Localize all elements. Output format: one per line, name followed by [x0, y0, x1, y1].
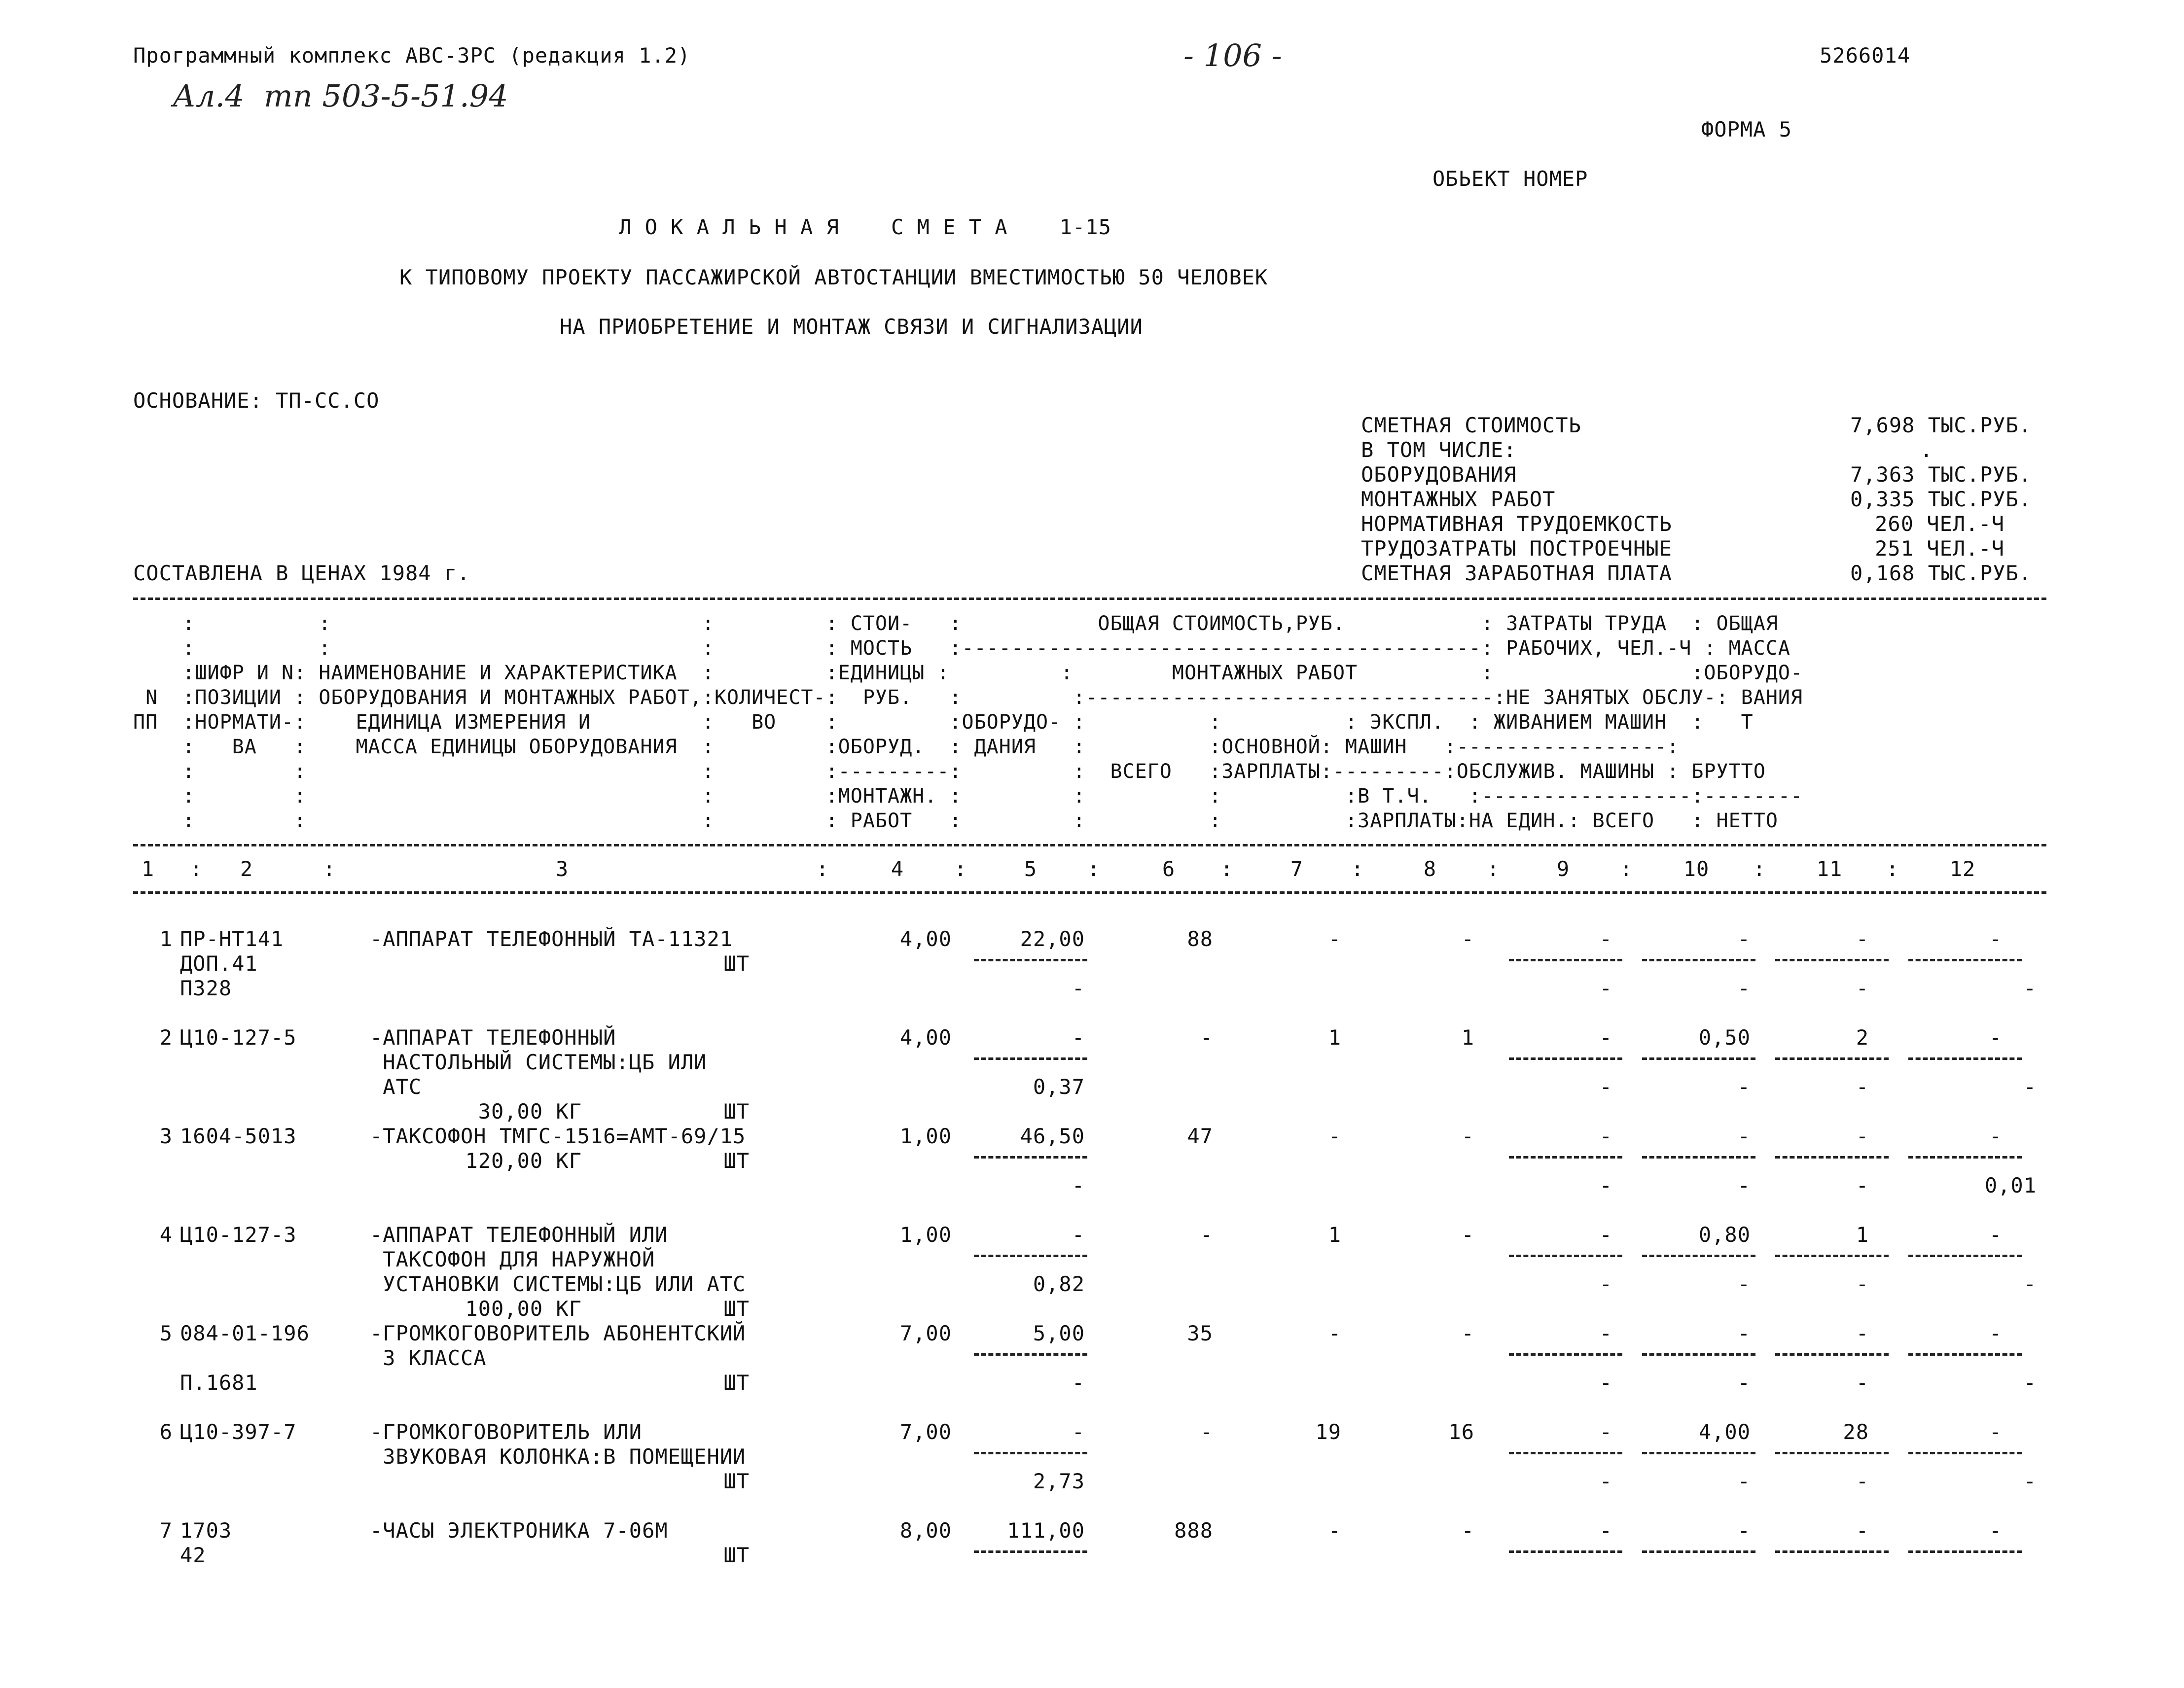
row-mass-netto: 0,01: [1984, 1173, 2037, 1197]
row-price-mounting: 2,73: [1033, 1469, 1085, 1493]
cell-divider: [1775, 1057, 1889, 1060]
cell-divider: [1775, 1452, 1889, 1454]
row-code: 1604-5013: [180, 1124, 297, 1148]
row-unit: ШТ: [723, 1543, 750, 1567]
column-number: 3: [555, 857, 569, 881]
summary-value: 7,363 ТЫС.РУБ.: [1850, 462, 2032, 487]
column-number: 5: [1024, 857, 1038, 881]
row-equipment-cost: -: [1200, 1420, 1213, 1444]
row-code: ПР-НТ141: [180, 927, 284, 951]
row-labor-per-unit: 0,50: [1698, 1025, 1751, 1050]
row-base-wage: -: [1461, 1223, 1474, 1247]
summary-block: [1361, 413, 2032, 591]
header-line: :ШИФР И N: НАИМЕНОВАНИЕ И ХАРАКТЕРИСТИКА : :ЕДИНИЦЫ : : МОНТАЖНЫХ РАБОТ : :ОБОРУДО-: [133, 662, 1803, 684]
row-name: -АППАРАТ ТЕЛЕФОННЫЙ ТА-11321: [370, 927, 733, 951]
cell-divider: [1642, 1550, 1755, 1553]
row-mass-netto: -: [2023, 1469, 2037, 1493]
row-labor-total: -: [1856, 1124, 1869, 1148]
column-number: 9: [1556, 857, 1570, 881]
header-line: : : : : СТОИ- : ОБЩАЯ СТОИМОСТЬ,РУБ. : ЗАТРАТЫ ТРУДА : ОБЩАЯ: [133, 612, 1778, 635]
row-mount-total: 1: [1328, 1025, 1341, 1050]
row-mass-netto: -: [2023, 976, 2037, 1000]
row-machine-exp: -: [1599, 1223, 1612, 1247]
cell-divider: [1509, 1156, 1622, 1159]
cell-divider: [1509, 1550, 1622, 1553]
column-number: 10: [1683, 857, 1710, 881]
row-name: -АППАРАТ ТЕЛЕФОННЫЙ: [370, 1025, 616, 1050]
row-mass-brutto: -: [1989, 1321, 2002, 1345]
row-machine-total: -: [1856, 1371, 1869, 1395]
cell-divider: [1509, 1255, 1622, 1257]
row-machine-exp: -: [1599, 1518, 1612, 1543]
cell-divider: [1642, 1353, 1755, 1356]
header-line: ПП :НОРМАТИ-: ЕДИНИЦА ИЗМЕРЕНИЯ И : ВО : :ОБОРУДО- : : : ЭКСПЛ. : ЖИВАНИЕМ МАШИН : Т: [133, 711, 1754, 734]
row-machine-per-unit: -: [1737, 1173, 1751, 1197]
row-machine-per-unit: -: [1737, 1469, 1751, 1493]
row-qty: 7,00: [899, 1420, 952, 1444]
row-labor-per-unit: -: [1737, 1124, 1751, 1148]
row-name: -ГРОМКОГОВОРИТЕЛЬ АБОНЕНТСКИЙ: [370, 1321, 746, 1345]
row-mass: 30,00 КГ: [478, 1099, 582, 1124]
column-numbers-rule: [133, 891, 2046, 894]
row-base-wage: 1: [1461, 1025, 1474, 1050]
row-equipment-cost: 888: [1174, 1518, 1213, 1543]
basis-line: ОСНОВАНИЕ: ТП-СС.СО: [133, 388, 380, 413]
cell-divider: [1908, 1452, 2022, 1454]
row-unit: ШТ: [723, 1371, 750, 1395]
separator: :: [1620, 857, 1633, 881]
column-number: 8: [1423, 857, 1437, 881]
row-price-equipment: 46,50: [1020, 1124, 1085, 1148]
cell-divider: [1775, 1353, 1889, 1356]
row-number: 5: [159, 1321, 173, 1345]
row-equipment-cost: 47: [1187, 1124, 1213, 1148]
row-name: -ГРОМКОГОВОРИТЕЛЬ ИЛИ: [370, 1420, 643, 1444]
row-mass-brutto: -: [1989, 927, 2002, 951]
row-base-wage: -: [1461, 1321, 1474, 1345]
row-machine-wage: -: [1599, 1371, 1612, 1395]
row-machine-per-unit: -: [1737, 976, 1751, 1000]
row-machine-wage: -: [1599, 1469, 1612, 1493]
summary-value: 251 ЧЕЛ.-Ч: [1875, 536, 2005, 561]
row-labor-per-unit: -: [1737, 1518, 1751, 1543]
cell-divider: [974, 1550, 1087, 1553]
separator: :: [1753, 857, 1766, 881]
row-mass-netto: -: [2023, 1371, 2037, 1395]
row-machine-total: -: [1856, 1075, 1869, 1099]
row-number: 4: [159, 1223, 173, 1247]
row-mount-total: -: [1328, 1518, 1341, 1543]
header-line: : : : : РАБОТ : : : :ЗАРПЛАТЫ:НА ЕДИН.: ВСЕГО : НЕТТО: [133, 809, 1778, 832]
cell-divider: [1908, 1057, 2022, 1060]
row-machine-exp: -: [1599, 927, 1612, 951]
row-name: АТС: [370, 1075, 422, 1099]
row-labor-per-unit: 0,80: [1698, 1223, 1751, 1247]
prices-line: СОСТАВЛЕНА В ЦЕНАХ 1984 г.: [133, 561, 470, 585]
row-machine-exp: -: [1599, 1124, 1612, 1148]
row-labor-per-unit: -: [1737, 1321, 1751, 1345]
row-price-mounting: -: [1072, 1371, 1085, 1395]
row-mount-total: 1: [1328, 1223, 1341, 1247]
cell-divider: [1908, 1156, 2022, 1159]
row-machine-total: -: [1856, 976, 1869, 1000]
row-machine-wage: -: [1599, 1075, 1612, 1099]
row-price-equipment: -: [1072, 1223, 1085, 1247]
row-code: 42: [180, 1543, 206, 1567]
row-price-mounting: 0,82: [1033, 1272, 1085, 1296]
cell-divider: [974, 959, 1087, 961]
column-number: 4: [891, 857, 904, 881]
row-name: 3 КЛАССА: [370, 1346, 487, 1370]
row-base-wage: 16: [1448, 1420, 1474, 1444]
row-mass-netto: -: [2023, 1272, 2037, 1296]
row-mass-netto: -: [2023, 1075, 2037, 1099]
object-label: ОБЬЕКТ НОМЕР: [1432, 167, 1588, 191]
row-labor-total: -: [1856, 927, 1869, 951]
row-price-mounting: 0,37: [1033, 1075, 1085, 1099]
row-name: УСТАНОВКИ СИСТЕМЫ:ЦБ ИЛИ АТС: [370, 1272, 746, 1296]
separator: :: [816, 857, 829, 881]
cell-divider: [1908, 1255, 2022, 1257]
document-code: 5266014: [1820, 43, 1911, 68]
row-machine-total: -: [1856, 1272, 1869, 1296]
header-line: : : : :---------: : ВСЕГО :ЗАРПЛАТЫ:---------:ОБСЛУЖИВ. МАШИНЫ : БРУТТО: [133, 760, 1766, 783]
row-name: -ТАКСОФОН ТМГС-1516=АМТ-69/15: [370, 1124, 746, 1148]
estimate-title: Л О К А Л Ь Н А Я С М Е Т А 1-15: [619, 215, 1111, 239]
row-labor-total: 28: [1843, 1420, 1869, 1444]
row-name: ЗВУКОВАЯ КОЛОНКА:В ПОМЕЩЕНИИ: [370, 1444, 746, 1469]
cell-divider: [974, 1057, 1087, 1060]
column-number: 6: [1162, 857, 1176, 881]
row-code: Ц10-397-7: [180, 1420, 297, 1444]
table-body: [133, 927, 2046, 1587]
summary-label: СМЕТНАЯ СТОИМОСТЬ: [1361, 413, 1581, 437]
separator: :: [954, 857, 967, 881]
cell-divider: [974, 1353, 1087, 1356]
header-line: : ВА : МАССА ЕДИНИЦЫ ОБОРУДОВАНИЯ : :ОБОРУД. : ДАНИЯ : :ОСНОВНОЙ: МАШИН :-----------------:: [133, 736, 1680, 758]
row-mass: 100,00 КГ: [465, 1297, 582, 1321]
row-qty: 1,00: [899, 1124, 952, 1148]
row-unit: ШТ: [723, 951, 750, 976]
header-line: N :ПОЗИЦИИ : ОБОРУДОВАНИЯ И МОНТАЖНЫХ РАБОТ,:КОЛИЧЕСТ-: РУБ. : :---------------------------------:НЕ ЗАНЯТЫХ ОБСЛУ-: ВАНИЯ: [133, 686, 1803, 709]
row-mount-total: 19: [1315, 1420, 1341, 1444]
row-number: 1: [159, 927, 173, 951]
row-qty: 7,00: [899, 1321, 952, 1345]
page-number: - 106 -: [1183, 37, 1282, 73]
row-machine-total: -: [1856, 1173, 1869, 1197]
table-top-rule: [133, 598, 2046, 600]
row-equipment-cost: 88: [1187, 927, 1213, 951]
cell-divider: [974, 1156, 1087, 1159]
row-mount-total: -: [1328, 927, 1341, 951]
cell-divider: [974, 1452, 1087, 1454]
row-machine-per-unit: -: [1737, 1075, 1751, 1099]
column-number: 11: [1816, 857, 1843, 881]
row-qty: 4,00: [899, 927, 952, 951]
header-line: : : : : МОСТЬ :------------------------------------------: РАБОЧИХ, ЧЕЛ.-Ч : МАССА: [133, 637, 1790, 660]
cell-divider: [1775, 1156, 1889, 1159]
row-mass: 120,00 КГ: [465, 1149, 582, 1173]
cell-divider: [1642, 1156, 1755, 1159]
row-machine-per-unit: -: [1737, 1371, 1751, 1395]
cell-divider: [1775, 1255, 1889, 1257]
row-price-mounting: -: [1072, 1173, 1085, 1197]
row-labor-total: -: [1856, 1321, 1869, 1345]
row-labor-total: 1: [1856, 1223, 1869, 1247]
separator: :: [1351, 857, 1364, 881]
cell-divider: [1509, 1452, 1622, 1454]
row-number: 2: [159, 1025, 173, 1050]
row-machine-exp: -: [1599, 1420, 1612, 1444]
row-name: -ЧАСЫ ЭЛЕКТРОНИКА 7-06М: [370, 1518, 668, 1543]
cell-divider: [1775, 959, 1889, 961]
header-line: : : : :МОНТАЖН. : : : :В Т.Ч. :-----------------:--------: [133, 785, 1803, 808]
separator: :: [323, 857, 336, 881]
row-code: П328: [180, 976, 232, 1000]
row-price-equipment: 22,00: [1020, 927, 1085, 951]
row-machine-wage: -: [1599, 1272, 1612, 1296]
column-number: 2: [240, 857, 253, 881]
column-number: 1: [141, 857, 155, 881]
row-labor-total: -: [1856, 1518, 1869, 1543]
summary-label: НОРМАТИВНАЯ ТРУДОЕМКОСТЬ: [1361, 512, 1672, 536]
row-price-equipment: 5,00: [1033, 1321, 1085, 1345]
row-price-mounting: -: [1072, 976, 1085, 1000]
cell-divider: [1642, 1255, 1755, 1257]
row-base-wage: -: [1461, 927, 1474, 951]
row-machine-exp: -: [1599, 1321, 1612, 1345]
row-machine-wage: -: [1599, 1173, 1612, 1197]
cell-divider: [1642, 1057, 1755, 1060]
row-labor-per-unit: 4,00: [1698, 1420, 1751, 1444]
cell-divider: [1908, 959, 2022, 961]
table-header: [133, 611, 2046, 838]
header-bottom-rule: [133, 844, 2046, 846]
row-price-equipment: -: [1072, 1420, 1085, 1444]
row-machine-total: -: [1856, 1469, 1869, 1493]
row-price-equipment: 111,00: [1007, 1518, 1085, 1543]
cell-divider: [1509, 1057, 1622, 1060]
row-equipment-cost: -: [1200, 1223, 1213, 1247]
row-mass-brutto: -: [1989, 1223, 2002, 1247]
cell-divider: [1509, 959, 1622, 961]
row-mass-brutto: -: [1989, 1420, 2002, 1444]
estimate-subtitle-2: НА ПРИОБРЕТЕНИЕ И МОНТАЖ СВЯЗИ И СИГНАЛИЗАЦИИ: [560, 315, 1143, 339]
cell-divider: [974, 1255, 1087, 1257]
separator: :: [1220, 857, 1234, 881]
separator: :: [1487, 857, 1500, 881]
summary-value: 260 ЧЕЛ.-Ч: [1875, 512, 2005, 536]
cell-divider: [1642, 959, 1755, 961]
cell-divider: [1509, 1353, 1622, 1356]
summary-label: ОБОРУДОВАНИЯ: [1361, 462, 1517, 487]
row-machine-wage: -: [1599, 976, 1612, 1000]
program-name: Программный комплекс АВС-3РС (редакция 1.2): [133, 43, 691, 68]
row-mount-total: -: [1328, 1124, 1341, 1148]
row-qty: 1,00: [899, 1223, 952, 1247]
summary-label: ТРУДОЗАТРАТЫ ПОСТРОЕЧНЫЕ: [1361, 536, 1672, 561]
form-label: ФОРМА 5: [1701, 117, 1792, 141]
row-mass-brutto: -: [1989, 1124, 2002, 1148]
row-code: ДОП.41: [180, 951, 258, 976]
cell-divider: [1908, 1550, 2022, 1553]
row-code: Ц10-127-5: [180, 1025, 297, 1050]
cell-divider: [1775, 1550, 1889, 1553]
summary-value: 7,698 ТЫС.РУБ.: [1850, 413, 2032, 437]
cell-divider: [1642, 1452, 1755, 1454]
separator: :: [1087, 857, 1101, 881]
row-price-equipment: -: [1072, 1025, 1085, 1050]
row-equipment-cost: -: [1200, 1025, 1213, 1050]
row-code: 1703: [180, 1518, 232, 1543]
row-unit: ШТ: [723, 1099, 750, 1124]
row-name: ТАКСОФОН ДЛЯ НАРУЖНОЙ: [370, 1247, 655, 1271]
row-number: 3: [159, 1124, 173, 1148]
summary-label: МОНТАЖНЫХ РАБОТ: [1361, 487, 1556, 511]
separator: :: [190, 857, 203, 881]
row-code: Ц10-127-3: [180, 1223, 297, 1247]
row-machine-per-unit: -: [1737, 1272, 1751, 1296]
row-name: -АППАРАТ ТЕЛЕФОННЫЙ ИЛИ: [370, 1223, 668, 1247]
summary-label: СМЕТНАЯ ЗАРАБОТНАЯ ПЛАТА: [1361, 561, 1672, 585]
summary-label: В ТОМ ЧИСЛЕ:: [1361, 438, 1517, 462]
row-base-wage: -: [1461, 1518, 1474, 1543]
summary-value: .: [1920, 438, 1933, 462]
row-name: НАСТОЛЬНЫЙ СИСТЕМЫ:ЦБ ИЛИ: [370, 1050, 707, 1074]
handwritten-reference: Ал.4 тп 503-5-51.94: [173, 78, 508, 114]
row-code: П.1681: [180, 1371, 258, 1395]
cell-divider: [1908, 1353, 2022, 1356]
summary-value: 0,335 ТЫС.РУБ.: [1850, 487, 2032, 511]
row-qty: 4,00: [899, 1025, 952, 1050]
separator: :: [1886, 857, 1899, 881]
row-base-wage: -: [1461, 1124, 1474, 1148]
row-qty: 8,00: [899, 1518, 952, 1543]
column-separators: [133, 857, 2046, 881]
column-number: 7: [1290, 857, 1304, 881]
row-number: 6: [159, 1420, 173, 1444]
row-equipment-cost: 35: [1187, 1321, 1213, 1345]
row-unit: ШТ: [723, 1297, 750, 1321]
row-number: 7: [159, 1518, 173, 1543]
estimate-subtitle-1: К ТИПОВОМУ ПРОЕКТУ ПАССАЖИРСКОЙ АВТОСТАНЦИИ ВМЕСТИМОСТЬЮ 50 ЧЕЛОВЕК: [399, 265, 1268, 289]
row-labor-per-unit: -: [1737, 927, 1751, 951]
column-number: 12: [1949, 857, 1976, 881]
row-mass-brutto: -: [1989, 1518, 2002, 1543]
row-labor-total: 2: [1856, 1025, 1869, 1050]
row-unit: ШТ: [723, 1149, 750, 1173]
row-code: 084-01-196: [180, 1321, 310, 1345]
summary-value: 0,168 ТЫС.РУБ.: [1850, 561, 2032, 585]
row-mass-brutto: -: [1989, 1025, 2002, 1050]
row-machine-exp: -: [1599, 1025, 1612, 1050]
row-mount-total: -: [1328, 1321, 1341, 1345]
row-unit: ШТ: [723, 1469, 750, 1493]
